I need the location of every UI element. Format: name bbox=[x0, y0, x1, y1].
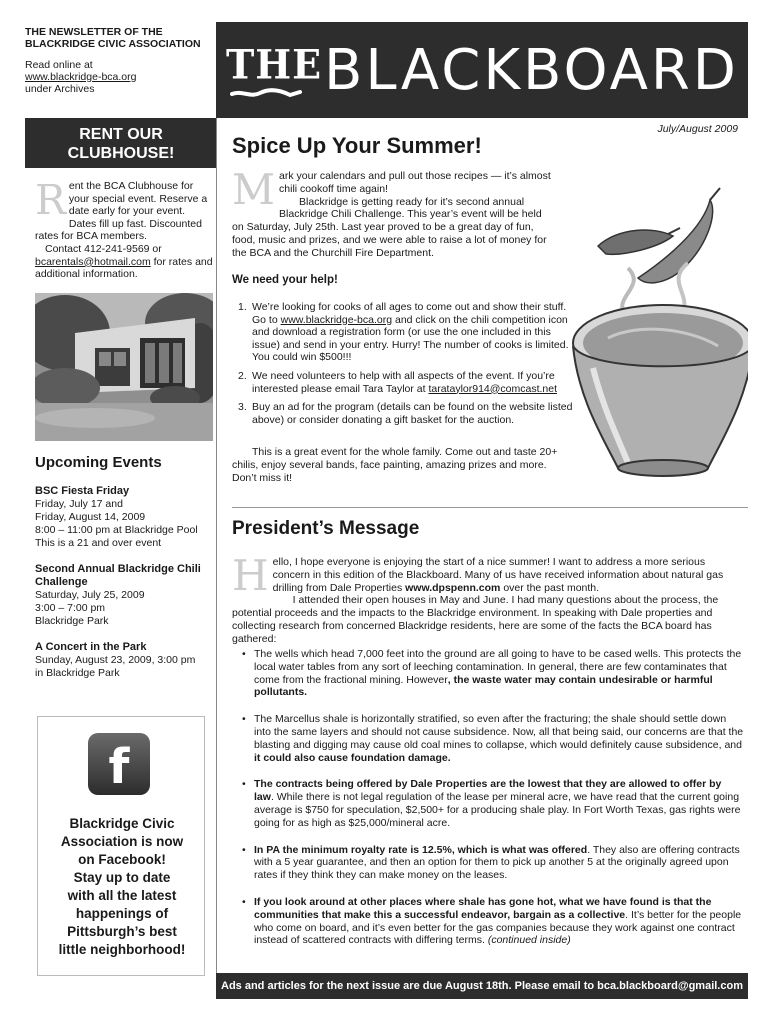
fact-bold-text: , the waste water may contain undesirable or harmful pollutants. bbox=[254, 673, 713, 699]
event-detail: in Blackridge Park bbox=[35, 667, 120, 679]
rent-heading-line: CLUBHOUSE! bbox=[67, 145, 175, 162]
rent-email-link[interactable]: bcarentals@hotmail.com bbox=[35, 255, 151, 268]
tara-email-link[interactable]: tarataylor914@comcast.net bbox=[428, 382, 558, 395]
facebook-line: Stay up to date bbox=[73, 870, 171, 885]
banner-the: THE bbox=[226, 40, 323, 89]
facebook-promo-text bbox=[38, 815, 206, 959]
event-item bbox=[35, 563, 217, 628]
help-list bbox=[232, 301, 577, 432]
bullet-icon: • bbox=[242, 713, 246, 726]
fact-item bbox=[232, 778, 744, 829]
bullet-icon: • bbox=[242, 843, 246, 856]
newsletter-title: BLACKBOARD bbox=[324, 38, 739, 103]
read-online-block bbox=[25, 59, 215, 95]
clubhouse-photo bbox=[35, 293, 213, 441]
facebook-line: Blackridge Civic bbox=[69, 816, 175, 831]
event-title: Second Annual Blackridge Chili Challenge bbox=[35, 563, 201, 588]
facebook-line: little neighborhood! bbox=[58, 942, 186, 957]
bca-website-link[interactable]: www.blackridge-bca.org bbox=[280, 313, 393, 326]
rent-clubhouse-text bbox=[35, 176, 215, 281]
facebook-promo bbox=[37, 716, 205, 976]
event-detail: Friday, August 14, 2009 bbox=[35, 511, 146, 523]
spice-dropcap: M bbox=[232, 165, 276, 214]
event-item bbox=[35, 641, 217, 680]
event-detail: 8:00 – 11:00 pm at Blackridge Pool bbox=[35, 524, 198, 536]
facts-list bbox=[232, 648, 744, 961]
facebook-letter: f bbox=[108, 739, 130, 795]
help-item-number: 1. bbox=[238, 301, 247, 313]
event-title: BSC Fiesta Friday bbox=[35, 485, 130, 497]
left-sidebar bbox=[25, 118, 217, 998]
upcoming-events bbox=[35, 454, 217, 693]
help-item bbox=[232, 370, 577, 395]
fact-item bbox=[232, 713, 744, 764]
spice-outro bbox=[232, 446, 572, 484]
president-intro-text: ello, I hope everyone is enjoying the start of a nice summer! I want to address a more serious concern in this edition of the Blackboard. Many of us have received information about natural gas drilling from Dale Properties bbox=[272, 556, 724, 594]
event-detail: This is a 21 and over event bbox=[35, 537, 162, 549]
fact-text: The Marcellus shale is horizontally stratified, so even after the fracturing; the shale should settle down into the same layers and should not cause subsidence. Now, all that being said, our concerns are that the blasting and digging may cause old coal mines to collapse, which would definitely cause subsidence, and bbox=[254, 713, 744, 751]
event-item bbox=[35, 485, 217, 550]
facebook-line: Association is now bbox=[60, 834, 184, 849]
help-item-text: We’re looking for cooks of all ages to come out and show their stuff. Go to bbox=[252, 301, 567, 326]
rent-contact-text: Contact 412-241-9569 or bbox=[45, 242, 162, 255]
banner-swash-icon bbox=[230, 88, 302, 100]
fact-item bbox=[232, 844, 744, 882]
fact-text: . They also are offering contracts with a 5 year guarantee, and then an option for them to pick up another 5 at the originally agreed upon rates if they think they can make money on the leases. bbox=[254, 843, 740, 882]
fact-text: The wells which head 7,000 feet into the ground are all going to have to be cased wells. This protects the local water tables from any sort of leeching contamination. In general, there are few contaminates that come from the fractional mining. However bbox=[254, 648, 742, 686]
president-intro-text: I attended their open houses in May and June. I had many questions about the process, the potential proceeds and the impacts to the Blackridge environment. In speaking with Dale properties and collecting research from concerned Blackridge residents, here are some of the facts the BCA board has gathered: bbox=[232, 594, 719, 645]
help-heading: We need your help! bbox=[232, 274, 338, 286]
masthead-org bbox=[25, 26, 215, 95]
section-rule bbox=[232, 507, 748, 508]
fact-bold-text: In PA the minimum royalty rate is 12.5%, which is what was offered bbox=[254, 843, 588, 856]
events-heading: Upcoming Events bbox=[35, 454, 162, 471]
president-intro bbox=[232, 551, 742, 646]
spice-intro bbox=[232, 165, 552, 260]
event-detail: Friday, July 17 and bbox=[35, 498, 123, 510]
column-divider bbox=[216, 118, 217, 973]
association-name: BLACKRIDGE CIVIC ASSOCIATION bbox=[25, 38, 201, 50]
continued-inside: (continued inside) bbox=[487, 934, 571, 947]
event-detail: Sunday, August 23, 2009, 3:00 pm bbox=[35, 654, 196, 666]
president-article-title: President’s Message bbox=[232, 518, 420, 539]
rent-dropcap: R bbox=[35, 176, 66, 224]
fact-item bbox=[232, 648, 744, 699]
help-item bbox=[232, 401, 577, 426]
rent-body-text: ent the BCA Clubhouse for your special event. Reserve a date early for your event. Dates fill up fast. Discounted rates for BCA members. bbox=[35, 180, 208, 243]
dpspenn-site: www.dpspenn.com bbox=[405, 581, 501, 594]
president-dropcap: H bbox=[232, 551, 269, 600]
fact-bold-text: The contracts being offered by Dale Properties are the lowest that they are allowed to offer by law bbox=[254, 778, 722, 804]
fact-text: . While there is not legal regulation of the lease per mineral acre, we have read that the current going average is $750 for speculation, $2,500+ for a producing shale play. In Fort Worth Texas, gas rights were going for as high as $25,000/mineral acre. bbox=[254, 791, 741, 829]
newsletter-label-line: THE NEWSLETTER OF THE bbox=[25, 26, 163, 38]
event-detail: Saturday, July 25, 2009 bbox=[35, 589, 145, 601]
footer-deadline-notice: Ads and articles for the next issue are due August 18th. Please email to bca.blackboard@gmail.com bbox=[216, 973, 748, 999]
president-intro-text: over the past month. bbox=[500, 581, 600, 594]
bullet-icon: • bbox=[242, 778, 246, 791]
help-item-number: 2. bbox=[238, 369, 247, 382]
facebook-line: on Facebook! bbox=[78, 852, 166, 867]
fact-text: . It’s better for the people who come on board, and it’s even better for the gas companies because they work against one contract instead of scattered contracts with differing terms. bbox=[254, 908, 742, 947]
archives-text: under Archives bbox=[25, 83, 95, 95]
website-link[interactable]: www.blackridge-bca.org bbox=[25, 71, 137, 83]
spice-intro-text: ark your calendars and pull out those recipes — it’s almost chili cookoff time again! bbox=[279, 170, 551, 195]
help-item-number: 3. bbox=[238, 401, 247, 414]
help-item-text: and click on the chili competition icon and download a registration form (or use the one included in this issue) and send in your entry. Hurry! The number of cooks is limited. You could win $500!!! bbox=[252, 313, 569, 364]
bullet-icon: • bbox=[242, 648, 246, 660]
spice-article-title: Spice Up Your Summer! bbox=[232, 133, 482, 158]
newsletter-label bbox=[25, 26, 215, 50]
event-detail: Blackridge Park bbox=[35, 615, 109, 627]
masthead-banner bbox=[216, 22, 748, 118]
spice-intro-text: Blackridge is getting ready for it’s second annual Blackridge Chili Challenge. This year’s event will be held on Saturday, July 25th. Last year proved to be a great day of fun, food, music and prizes, and we were able to raise a lot of money for the BCA and the Churchill Fire Department. bbox=[232, 195, 547, 259]
clubhouse-image bbox=[35, 293, 213, 441]
facebook-line: with all the latest bbox=[67, 888, 177, 903]
fact-bold-text: it could also cause foundation damage. bbox=[254, 751, 451, 764]
rent-body-end: for rates and additional information. bbox=[35, 255, 213, 281]
chili-pot-illustration bbox=[568, 168, 748, 488]
facebook-line: happenings of bbox=[75, 906, 169, 921]
fact-bold-text: If you look around at other places where shale has gone hot, what we have found is that the communities that make this a successful endeavor, bargain as a collective bbox=[254, 895, 712, 921]
help-item-text: Buy an ad for the program (details can be found on the website listed above) or consider donating a gift basket for the auction. bbox=[252, 401, 573, 426]
spice-outro-text: This is a great event for the whole family. Come out and taste 20+ chilis, enjoy several bands, face painting, amazing prizes and more. Don’t miss it! bbox=[232, 446, 558, 484]
facebook-line: Pittsburgh’s best bbox=[67, 924, 177, 939]
event-title: A Concert in the Park bbox=[35, 641, 147, 653]
facebook-icon[interactable] bbox=[88, 733, 150, 795]
bullet-icon: • bbox=[242, 895, 246, 908]
issue-date: July/August 2009 bbox=[657, 123, 738, 135]
help-item bbox=[232, 301, 577, 364]
event-detail: 3:00 – 7:00 pm bbox=[35, 602, 106, 614]
rent-clubhouse-heading bbox=[25, 118, 217, 168]
read-online-text: Read online at bbox=[25, 59, 93, 71]
help-item-text: We need volunteers to help with all aspects of the event. If you’re interested please email Tara Taylor at bbox=[252, 369, 555, 395]
fact-item bbox=[232, 896, 744, 947]
rent-heading-line: RENT OUR bbox=[79, 126, 163, 143]
